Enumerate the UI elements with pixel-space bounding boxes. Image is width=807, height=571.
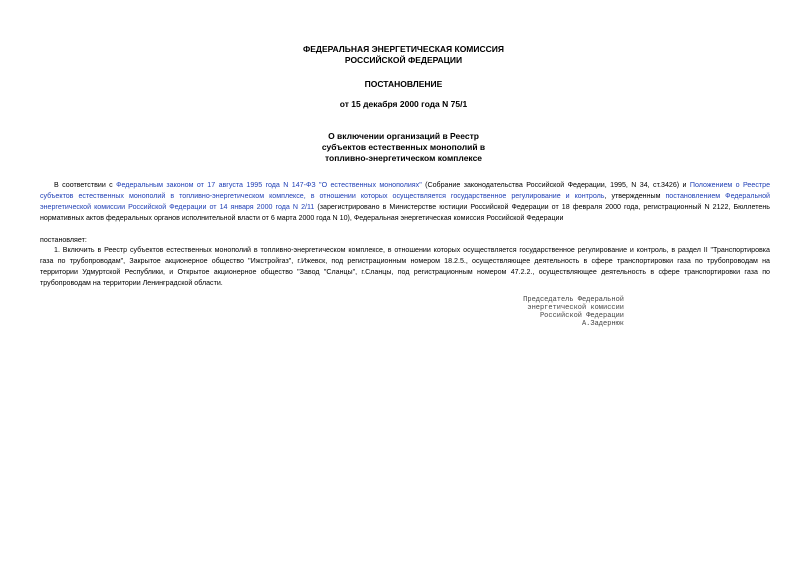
date-number-label: от 15 декабря 2000 года N 75/1 [339,99,468,109]
title-line-3: топливно-энергетическом комплексе [324,153,483,163]
preamble-paragraph [40,180,770,224]
preamble-text: В соответствии с [54,181,117,189]
issuing-authority [0,44,807,66]
authority-line-1: ФЕДЕРАЛЬНАЯ ЭНЕРГЕТИЧЕСКАЯ КОМИССИЯ [302,44,504,54]
preamble-text: (зарегистрировано в Министерстве юстиции Российской Федерации от 18 февраля 2000 года, регистрационный N 2122, Бюллетень [314,203,770,211]
signatory-position-2: энергетической комиссии [527,304,624,312]
signatory-position-3: Российской Федерации [539,312,624,320]
signature-block [500,296,624,328]
registry-regulation-link-cont[interactable]: субъектов естественных монополий в топливно-энергетическом комплексе, в отношении которых осуществляется государственное регулирование и контроль [40,192,605,200]
signatory-position-1: Председатель Федеральной [523,296,624,304]
fec-decree-link[interactable]: постановлением Федеральной [665,192,770,200]
item-1-line-4: трубопроводам на территории Ленинградской области. [40,279,223,287]
preamble-line-3 [40,202,770,213]
item-1-line-2: газа по трубопроводам", Закрытое акционерное общество "Ижстройгаз", г.Ижевск, под регистрационным номером 18.2.5., осуществляющее деятельность в сфере транспортировки газа по трубопроводам на [40,257,770,265]
item-1-line-1: 1. Включить в Реестр субъектов естественных монополий в топливно-энергетическом комплексе, в отношении которых осуществляется государственное регулирование и контроль, в раздел II "Транспортировка [54,246,770,254]
fec-decree-link-cont[interactable]: энергетической комиссии Российской Федерации от 14 января 2000 года N 2/11 [40,203,315,211]
preamble-text: (Собрание законодательства Российской Федерации, 1995, N 34, ст.3426) и [421,181,690,189]
preamble-line-4: нормативных актов федеральных органов исполнительной власти от 6 марта 2000 года N 10), Федеральная энергетическая комиссия Российской Федерации [40,214,564,222]
document-type [0,79,807,90]
title-line-2: субъектов естественных монополий в [321,142,486,152]
preamble-line-2 [40,191,770,202]
preamble-text: , утвержденным [604,192,666,200]
authority-line-2: РОССИЙСКОЙ ФЕДЕРАЦИИ [344,55,463,65]
document-type-label: ПОСТАНОВЛЕНИЕ [364,79,443,89]
item-1-paragraph [40,245,770,289]
item-1-line-3: территории Удмуртской Республики, и Открытое акционерное общество "Завод "Сланцы", г.Сланцы, под регистрационным номером 47.2.2., осуществляющее деятельность в сфере транспортировки газа по [40,268,770,276]
document-date-number [0,99,807,110]
federal-law-link[interactable]: Федеральным законом от 17 августа 1995 года N 147-ФЗ "О естественных монополиях" [116,181,422,189]
document-title [0,131,807,164]
resolves-label: постановляет: [40,236,87,244]
preamble-line-1 [40,180,770,191]
signatory-name: А.Задернюк [581,320,624,328]
title-line-1: О включении организаций в Реестр [328,131,479,141]
registry-regulation-link[interactable]: Положением о Реестре [689,181,771,189]
